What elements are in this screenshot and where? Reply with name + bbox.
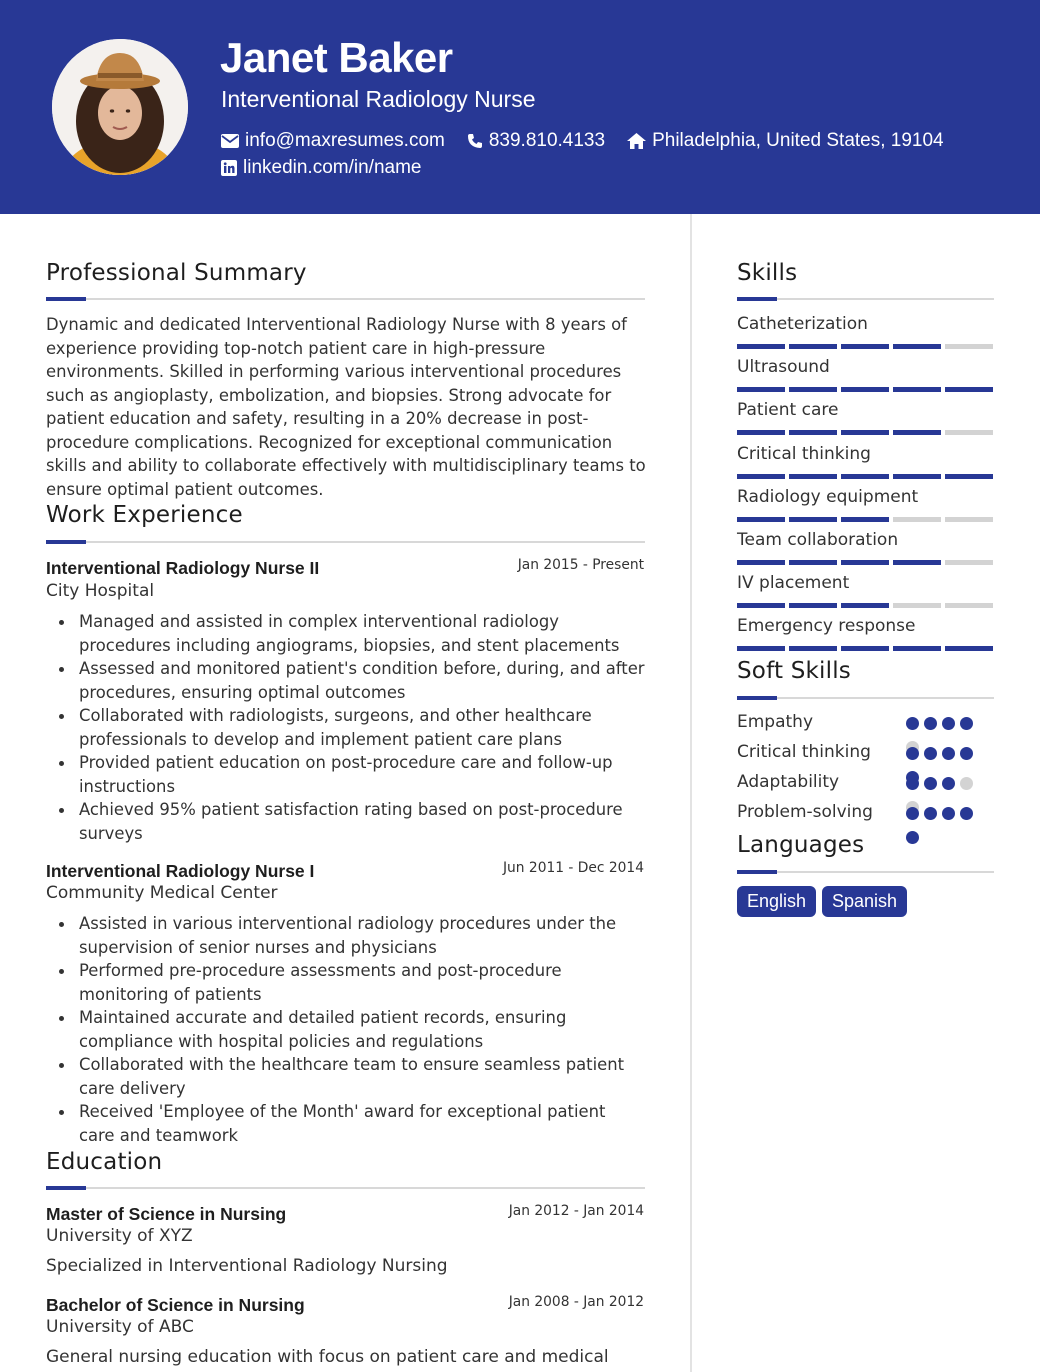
skill-level-segment [945,474,993,479]
skill-level-segment [789,430,837,435]
skill-level-bar [737,387,997,392]
job-org: City Hospital [46,581,155,601]
rating-dot [924,777,937,790]
skill-level-bar [737,430,997,435]
rating-dot [960,777,973,790]
skill-name: Critical thinking [737,443,871,464]
languages-heading: Languages [737,832,865,858]
skills-heading: Skills [737,260,798,286]
candidate-name: Janet Baker [220,34,453,81]
column-divider [690,214,692,1372]
job-bullets [46,610,646,845]
skill-level-bar [737,603,997,608]
skill-level-segment [945,344,993,349]
skill-name: Radiology equipment [737,486,919,507]
skill-level-bar [737,646,997,651]
resume-header [0,0,1040,214]
skill-level-segment [841,430,889,435]
job-role: Interventional Radiology Nurse II [46,558,320,578]
skill-level-segment [893,560,941,565]
rating-dot [960,717,973,730]
phone-icon [467,133,483,149]
skill-level-segment [893,603,941,608]
skill-level-segment [789,344,837,349]
rating-dot [906,777,919,790]
skill-level-segment [893,344,941,349]
skill-name: Team collaboration [737,530,899,550]
skill-level-segment [945,560,993,565]
school-name: University of ABC [46,1317,194,1337]
rating-dot [906,831,919,844]
contact-email[interactable] [221,130,445,152]
rating-dot [942,777,955,790]
soft-skills-heading: Soft Skills [737,658,851,684]
rating-dot [960,747,973,760]
skill-level-segment [737,344,785,349]
linkedin-text: linkedin.com/in/name [243,157,422,178]
list-item: Maintained accurate and detailed patient records, ensuring compliance with hospital policies and regulations [46,1006,646,1053]
rating-dot [924,807,937,820]
contact-linkedin[interactable] [221,157,421,179]
list-item: Received 'Employee of the Month' award for exceptional patient care and teamwork [46,1100,646,1147]
linkedin-icon [221,160,237,176]
degree-date: Jan 2012 - Jan 2014 [508,1203,644,1219]
skill-level-segment [841,560,889,565]
soft-skill-name: Problem-solving [737,802,873,822]
skill-level-segment [945,646,993,651]
rating-dot [906,747,919,760]
skill-level-segment [737,603,785,608]
list-item: Assessed and monitored patient's condition before, during, and after procedures, ensuring optimal outcomes [46,657,646,704]
skill-level-segment [737,646,785,651]
degree-title: Bachelor of Science in Nursing [46,1295,305,1315]
skill-level-bar [737,517,997,522]
skill-name: IV placement [737,573,850,594]
list-item: Performed pre-procedure assessments and post-procedure monitoring of patients [46,959,646,1006]
profile-photo [52,39,188,175]
skill-name: Emergency response [737,616,916,637]
rating-dot [942,807,955,820]
skill-level-segment [737,474,785,479]
skill-level-segment [893,387,941,392]
contact-location [627,130,944,152]
phone-text: 839.810.4133 [488,130,606,151]
skill-level-segment [841,646,889,651]
envelope-icon [221,134,239,148]
skill-level-segment [789,603,837,608]
contact-row [221,130,966,152]
list-item: Collaborated with radiologists, surgeons, and other healthcare professionals to develop and implement patient care plans [46,704,646,751]
skill-level-segment [841,517,889,522]
skill-level-segment [737,430,785,435]
skill-name: Patient care [737,400,839,421]
rating-dot [942,747,955,760]
skill-level-segment [945,517,993,522]
degree-description: General nursing education with focus on patient care and medical [46,1347,609,1367]
language-badge: Spanish [822,886,907,917]
rating-dot [942,717,955,730]
skill-level-segment [945,603,993,608]
skills-rule [737,298,994,300]
skill-level-segment [789,474,837,479]
skill-level-segment [737,517,785,522]
skill-level-segment [789,646,837,651]
home-icon [627,133,646,149]
rating-dot [924,747,937,760]
skill-level-segment [893,517,941,522]
skill-level-segment [737,560,785,565]
soft-skills-rule [737,697,994,699]
skill-level-segment [893,474,941,479]
skill-level-bar [737,474,997,479]
job-bullets [46,912,646,1147]
job-role: Interventional Radiology Nurse I [46,861,315,881]
skill-level-segment [945,387,993,392]
skill-level-bar [737,344,997,349]
list-item: Collaborated with the healthcare team to ensure seamless patient care delivery [46,1053,646,1100]
rating-dot [960,807,973,820]
summary-text: Dynamic and dedicated Interventional Radiology Nurse with 8 years of experience providing top-notch patient care in high-pressure environments. Skilled in performing various interventional procedures such as angioplasty, embolization, and biopsies. Strong advocate for patient education and safety, resulting in a 20% decrease in post-procedure complications. Recognized for exceptional communication skills and ability to collaborate effectively with multidisciplinary teams to ensure optimal patient outcomes. [46,315,646,499]
rating-dot [906,717,919,730]
education-heading: Education [46,1149,163,1175]
list-item: Assisted in various interventional radiology procedures under the supervision of senior nurses and physicians [46,912,646,959]
skill-level-segment [945,430,993,435]
skill-level-segment [893,430,941,435]
list-item: Achieved 95% patient satisfaction rating based on post-procedure surveys [46,798,646,845]
skill-level-segment [841,474,889,479]
experience-rule [46,541,645,543]
degree-description: Specialized in Interventional Radiology Nursing [46,1256,448,1276]
location-text: Philadelphia, United States, 19104 [652,130,944,151]
soft-skill-name: Empathy [737,712,814,732]
language-badge: English [737,886,816,917]
email-text: info@maxresumes.com [245,130,445,151]
degree-date: Jan 2008 - Jan 2012 [508,1294,644,1310]
skill-level-segment [789,387,837,392]
school-name: University of XYZ [46,1226,193,1246]
skill-level-segment [789,560,837,565]
summary-rule [46,298,645,300]
skill-level-segment [737,387,785,392]
soft-skill-name: Adaptability [737,772,840,792]
languages-rule [737,871,994,873]
education-rule [46,1187,645,1189]
experience-heading: Work Experience [46,502,243,528]
list-item: Provided patient education on post-procedure care and follow-up instructions [46,751,646,798]
job-date: Jun 2011 - Dec 2014 [502,860,644,876]
list-item: Managed and assisted in complex interventional radiology procedures including angiograms, biopsies, and stent placements [46,610,646,657]
skill-level-segment [893,646,941,651]
contact-row-2 [221,157,443,179]
skill-level-bar [737,560,997,565]
candidate-title: Interventional Radiology Nurse [221,86,536,112]
skill-level-segment [841,603,889,608]
rating-dot [924,717,937,730]
job-date: Jan 2015 - Present [517,557,644,573]
contact-phone[interactable] [467,130,605,152]
degree-title: Master of Science in Nursing [46,1204,287,1224]
rating-dot [906,807,919,820]
skill-name: Ultrasound [737,357,830,378]
summary-heading: Professional Summary [46,260,307,286]
skill-level-segment [841,344,889,349]
skill-level-segment [789,517,837,522]
skill-name: Catheterization [737,314,868,334]
skill-level-segment [841,387,889,392]
job-org: Community Medical Center [46,883,278,903]
soft-skill-name: Critical thinking [737,742,871,762]
